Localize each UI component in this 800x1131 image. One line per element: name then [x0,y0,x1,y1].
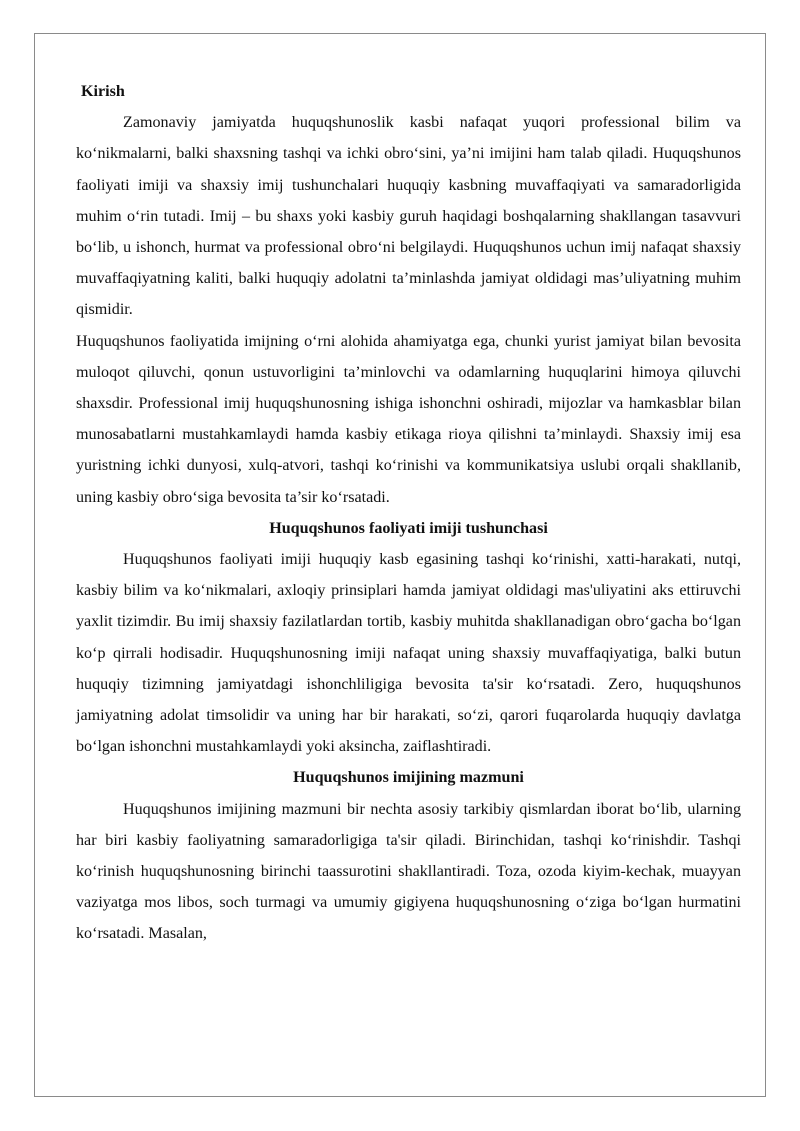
section-2-heading: Huquqshunos imijining mazmuni [293,769,524,787]
section-1-heading: Huquqshunos faoliyati imiji tushunchasi [269,519,548,537]
section-1-paragraph: Huquqshunos faoliyati imiji huquqiy kasb egasining tashqi ko‘rinishi, xatti-harakati, nutqi, kasbiy bilim va ko‘nikmalari, axloqiy prinsiplari hamda jamiyat oldidagi mas'uliyatini aks ettiruvchi yaxlit tizimdir. Bu imij shaxsiy fazilatlardan tortib, kasbiy muhitda shakllanadigan obro‘gacha bo‘lgan ko‘p qirrali hodisadir. Huquqshunosning imiji nafaqat uning shaxsiy muvaffaqiyatiga, balki butun huquqiy tizimning jamiyatdagi ishonchliligiga bevosita ta'sir ko‘rsatadi. Zero, huquqshunos jamiyatning adolat timsolidir va uning har bir harakati, so‘zi, qarori fuqarolarda huquqiy davlatga bo‘lgan ishonchni mustahkamlaydi yoki aksincha, zaiflashtiradi. [76,551,741,756]
intro-heading: Kirish [81,83,125,100]
section-2-paragraph: Huquqshunos imijining mazmuni bir nechta asosiy tarkibiy qismlardan iborat bo‘lib, ularning har biri kasbiy faoliyatning samaradorligiga ta'sir qiladi. Birinchidan, tashqi ko‘rinishdir. Tashqi ko‘rinish huquqshunosning birinchi taassurotini shakllantiradi. Toza, ozoda kiyim-kechak, muayyan vaziyatga mos libos, soch turmagi va umumiy gigiyena huquqshunosning o‘ziga bo‘lgan hurmatini ko‘rsatadi. Masalan, [76,800,741,943]
intro-paragraph-1: Zamonaviy jamiyatda huquqshunoslik kasbi nafaqat yuqori professional bilim va ko‘nikmalarni, balki shaxsning tashqi va ichki obro‘sini, ya’ni imijini ham talab qiladi. Huquqshunos faoliyati imiji va shaxsiy imij tushunchalari huquqiy kasbning muvaffaqiyati va samaradorligida muhim o‘rin tutadi. Imij – bu shaxs yoki kasbiy guruh haqidagi boshqalarning shakllangan tasavvuri bo‘lib, u ishonch, hurmat va professional obro‘ni belgilaydi. Huquqshunos uchun imij nafaqat shaxsiy muvaffaqiyatning kaliti, balki huquqiy adolatni ta’minlashda jamiyat oldidagi mas’uliyatning muhim qismidir. [76,114,741,319]
intro-paragraph-2: Huquqshunos faoliyatida imijning o‘rni alohida ahamiyatga ega, chunki yurist jamiyat bilan bevosita muloqot qiluvchi, qonun ustuvorligini ta’minlovchi va odamlarning huquqlarini himoya qiluvchi shaxsdir. Professional imij huquqshunosning ishiga ishonchni oshiradi, mijozlar va hamkasblar bilan munosabatlarni mustahkamlaydi hamda kasbiy etikaga rioya qilishni ta’minlaydi. Shaxsiy imij esa yuristning ichki dunyosi, xulq-atvori, tashqi ko‘rinishi va kommunikatsiya uslubi orqali shakllanib, uning kasbiy obro‘siga bevosita ta’sir ko‘rsatadi. [76,332,741,506]
document-body [76,76,741,950]
